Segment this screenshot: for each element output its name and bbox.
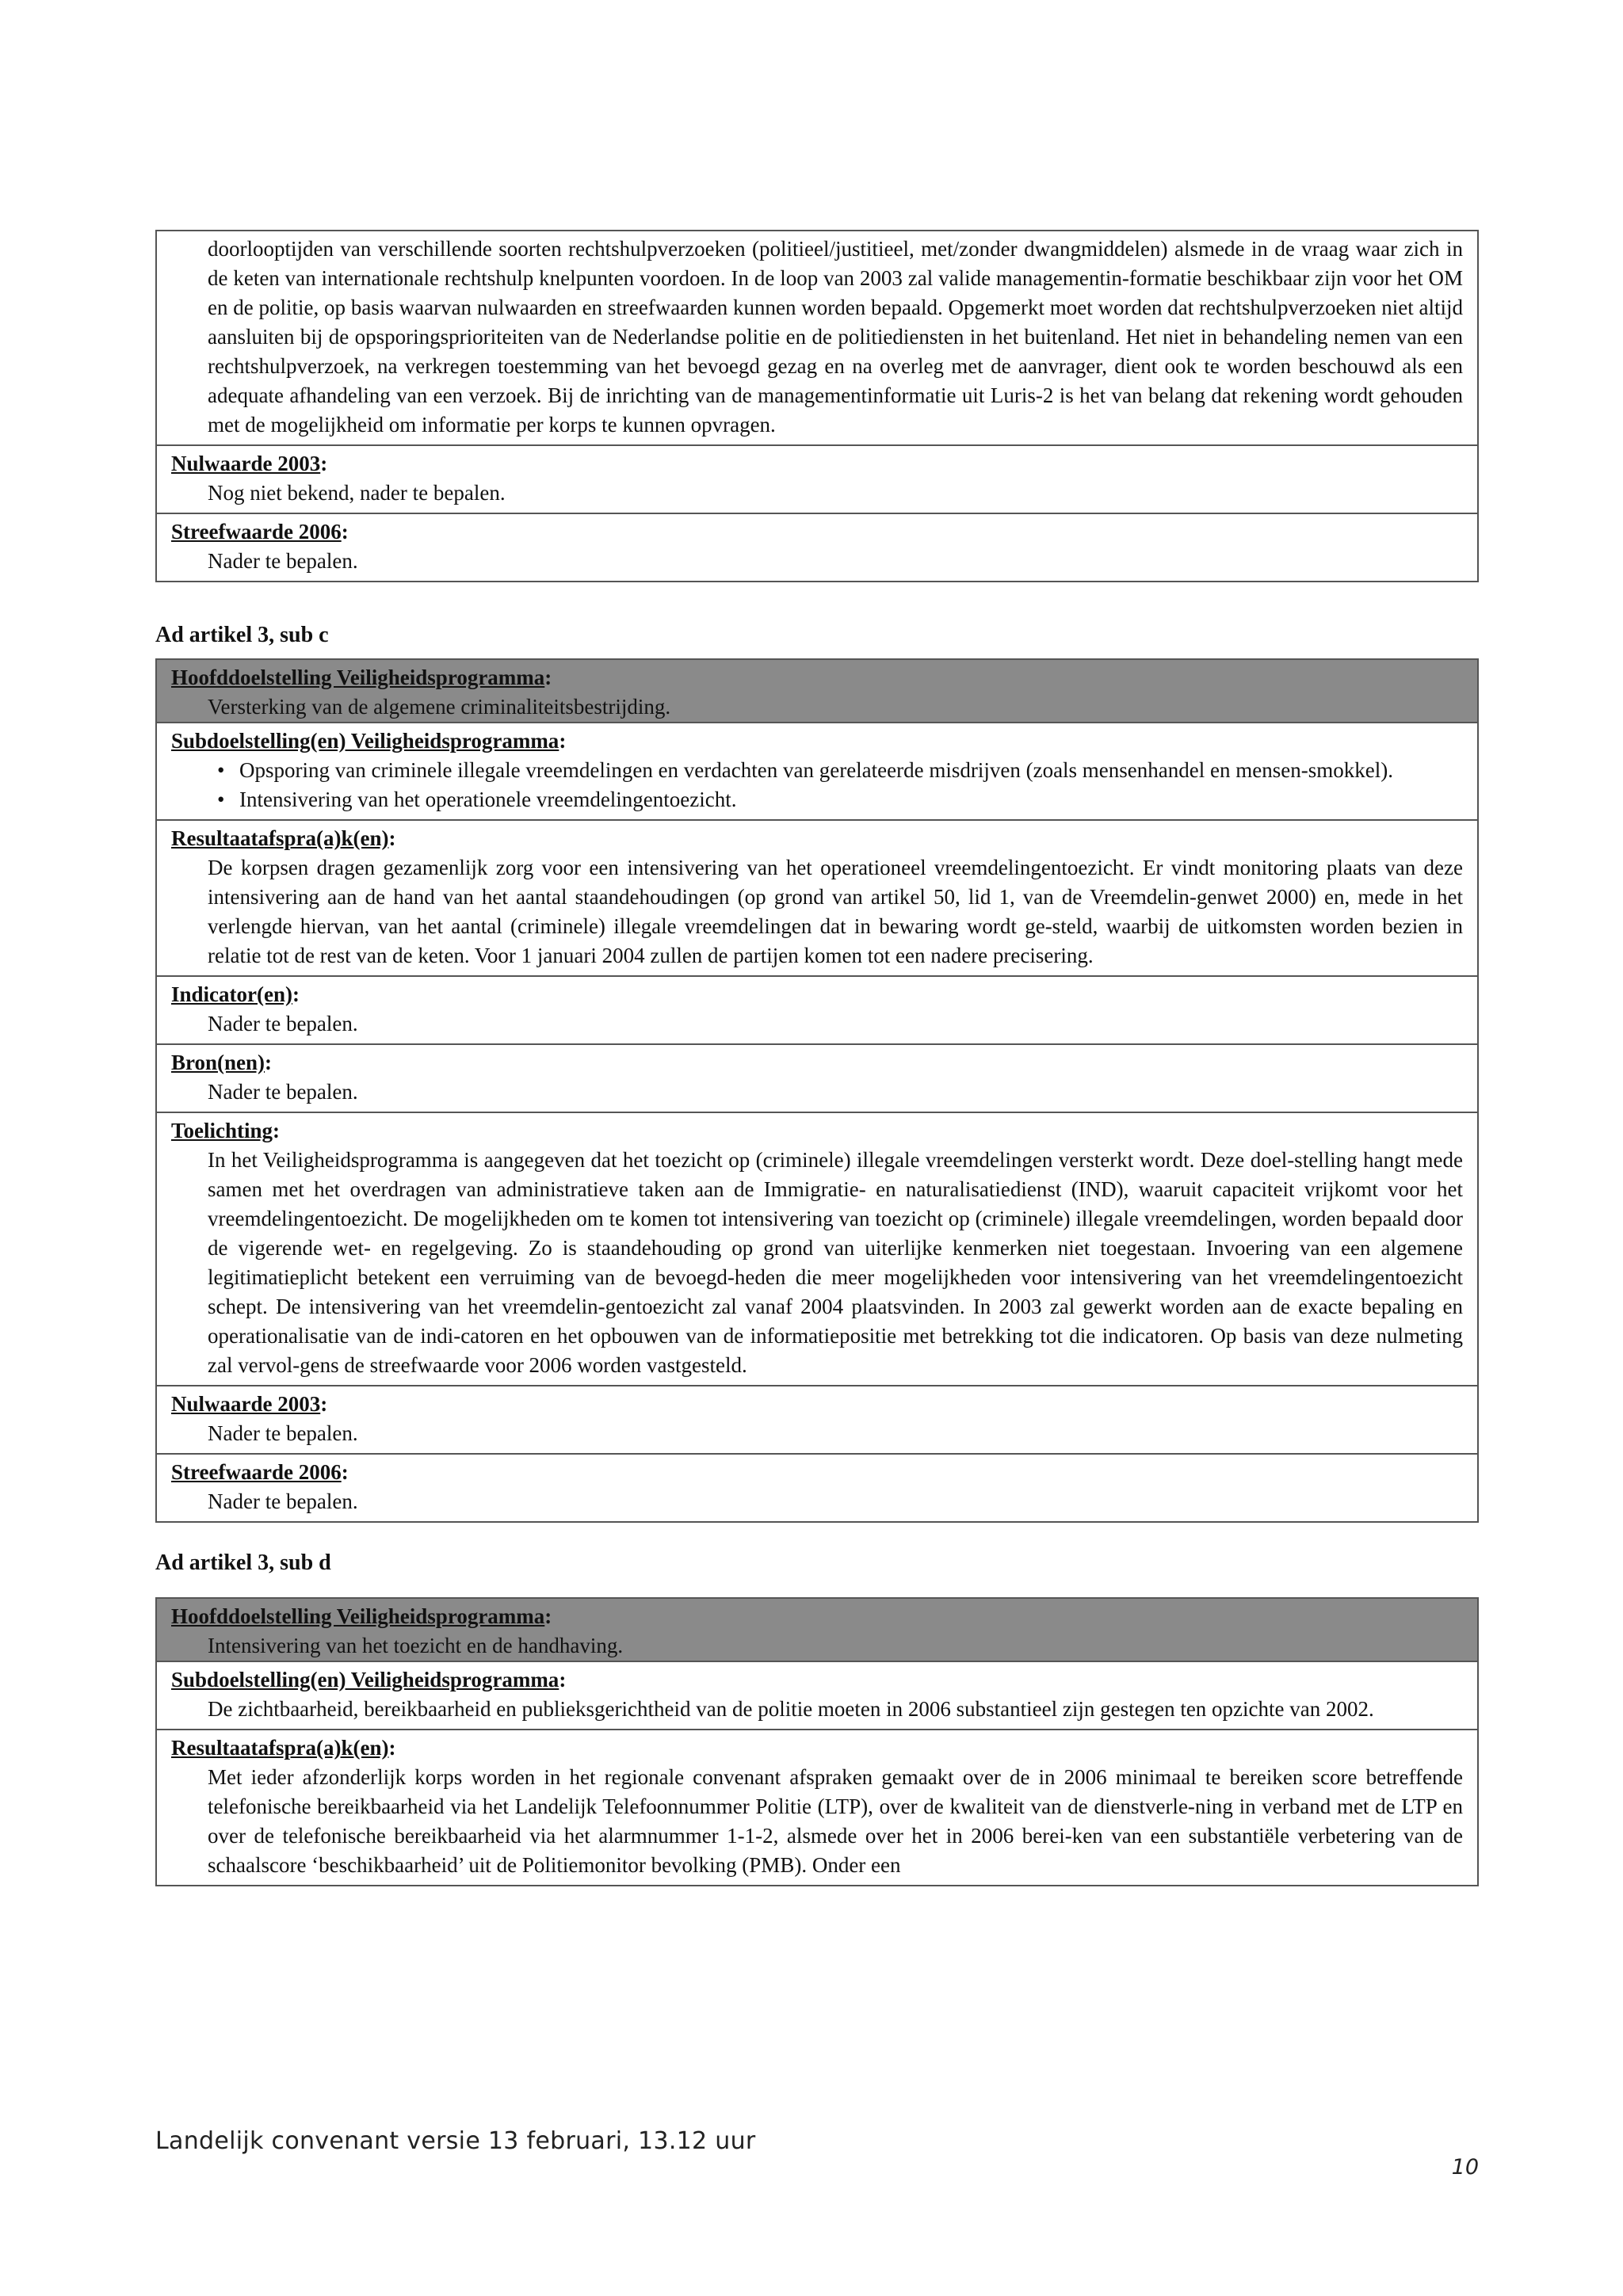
footer-text: Landelijk convenant versie 13 februari, 13.12 uur: [155, 2127, 756, 2155]
indicator-label: Indicator(en):: [171, 982, 300, 1006]
hoofddoelstelling-text: Versterking van de algemene criminaliteitsbestrijding.: [208, 695, 671, 719]
continuation-table: [155, 230, 1479, 582]
bron-text: Nader te bepalen.: [208, 1080, 358, 1104]
hoofddoelstelling-label: Hoofddoelstelling Veiligheidsprogramma:: [171, 666, 552, 689]
resultaatafspraak-label: Resultaatafspra(a)k(en):: [171, 826, 396, 850]
nulwaarde-label: Nulwaarde 2003:: [171, 1392, 328, 1416]
toelichting-text: In het Veiligheidsprogramma is aangegeven dat het toezicht op (criminele) illegale vreemdelingen versterkt wordt. Deze doel-stelling hangt mede samen met het overdragen van administratieve taken aan de Immigratie- en naturalisatiedienst (IND), waaruit capaciteit vrijkomt voor het vreemdelingentoezicht. De mogelijkheden om te komen tot intensivering van toezicht op (criminele) illegale vreemdelingen, worden bepaald door de vigerende wet- en regelgeving. Zo is staandehouding op grond van uiterlijke kenmerken niet toegestaan. Invoering van een algemene legitimatieplicht betekent een verruiming van de bevoegd-heden die meer mogelijkheden voor intensivering van het vreemdelingentoezicht schept. De intensivering van het vreemdelin-gentoezicht zal vanaf 2004 plaatsvinden. In 2003 zal gewerkt worden aan de exacte bepaling en operationalisatie van de indi-catoren en het opbouwen van de informatiepositie met betrekking tot die indicatoren. Op basis van deze nulmeting zal vervol-gens de streefwaarde voor 2006 worden vastgesteld.: [208, 1148, 1463, 1377]
toelichting-label: Toelichting:: [171, 1119, 281, 1142]
list-item: • Intensivering van het operationele vreemdelingentoezicht.: [217, 785, 1463, 814]
nulwaarde-text: Nog niet bekend, nader te bepalen.: [208, 481, 506, 505]
resultaatafspraak-label: Resultaatafspra(a)k(en):: [171, 1736, 396, 1760]
bron-label: Bron(nen):: [171, 1051, 273, 1074]
section-heading-sub-c: Ad artikel 3, sub c: [155, 623, 329, 647]
hoofddoelstelling-label: Hoofddoelstelling Veiligheidsprogramma:: [171, 1604, 552, 1628]
section-heading-sub-d: Ad artikel 3, sub d: [155, 1550, 331, 1575]
page-number: 10: [1451, 2155, 1479, 2180]
streefwaarde-label: Streefwaarde 2006:: [171, 1460, 349, 1484]
resultaatafspraak-text: De korpsen dragen gezamenlijk zorg voor een intensivering van het operationeel vreemdelingentoezicht. Er vindt monitoring plaats van deze intensivering aan de hand van het aantal staandehoudingen (op grond van artikel 50, lid 1, van de Vreemdelin-genwet 2000) en, mede in het verlengde hiervan, van het aantal (criminele) illegale vreemdelingen dat in bewaring wordt ge-steld, waarbij de uitkomsten worden bezien in relatie tot de rest van de keten. Voor 1 januari 2004 zullen de partijen komen tot een nadere precisering.: [208, 856, 1463, 967]
list-item: • Opsporing van criminele illegale vreemdelingen en verdachten van gerelateerde misdrijven (zoals mensenhandel en mensen-smokkel).: [217, 756, 1463, 785]
streefwaarde-text: Nader te bepalen.: [208, 549, 358, 573]
subdoelstelling-label: Subdoelstelling(en) Veiligheidsprogramma:: [171, 1668, 567, 1691]
subdoelstelling-text: De zichtbaarheid, bereikbaarheid en publieksgerichtheid van de politie moeten in 2006 substantieel zijn gestegen ten opzichte van 2002.: [208, 1697, 1374, 1721]
nulwaarde-text: Nader te bepalen.: [208, 1421, 358, 1445]
indicator-text: Nader te bepalen.: [208, 1012, 358, 1035]
subdoelstelling-label: Subdoelstelling(en) Veiligheidsprogramma:: [171, 729, 567, 753]
subdoelstelling-list: [171, 756, 1463, 814]
resultaatafspraak-text: Met ieder afzonderlijk korps worden in het regionale convenant afspraken gemaakt over de in 2006 minimaal te bereiken score betreffende telefonische bereikbaarheid via het Landelijk Telefoonnummer Politie (LTP), over de kwaliteit van de dienstverle-ning in verband met de LTP en over de telefonische bereikbaarheid via het alarmnummer 1-1-2, alsmede over het in 2006 berei-ken van een substantiële verbetering van de schaalscore ‘beschikbaarheid’ uit de Politiemonitor bevolking (PMB). Onder een: [208, 1765, 1463, 1877]
streefwaarde-label: Streefwaarde 2006:: [171, 520, 349, 543]
section-c-table: [155, 658, 1479, 1523]
continuation-text: doorlooptijden van verschillende soorten rechtshulpverzoeken (politieel/justitieel, met/zonder dwangmiddelen) alsmede in de vraag waar zich in de keten van internationale rechtshulp knelpunten voordoen. In de loop van 2003 zal valide managementin-formatie beschikbaar zijn voor het OM en de politie, op basis waarvan nulwaarden en streefwaarden kunnen worden bepaald. Opgemerkt moet worden dat rechtshulpverzoeken niet altijd aansluiten bij de opsporingsprioriteiten van de Nederlandse politie en de politiediensten in het buitenland. Het niet in behandeling nemen van een rechtshulpverzoek, na verkregen toestemming van het bevoegd gezag en na overleg met de aanvrager, dient ook te worden beschouwd als een adequate afhandeling van een verzoek. Bij de inrichting van de managementinformatie uit Luris-2 is het van belang dat rekening wordt gehouden met de mogelijkheid om informatie per korps te kunnen opvragen.: [208, 237, 1463, 437]
streefwaarde-text: Nader te bepalen.: [208, 1489, 358, 1513]
nulwaarde-label: Nulwaarde 2003:: [171, 452, 328, 475]
page-content: [155, 230, 1479, 1886]
section-d-table: [155, 1597, 1479, 1886]
hoofddoelstelling-text: Intensivering van het toezicht en de handhaving.: [208, 1634, 624, 1657]
